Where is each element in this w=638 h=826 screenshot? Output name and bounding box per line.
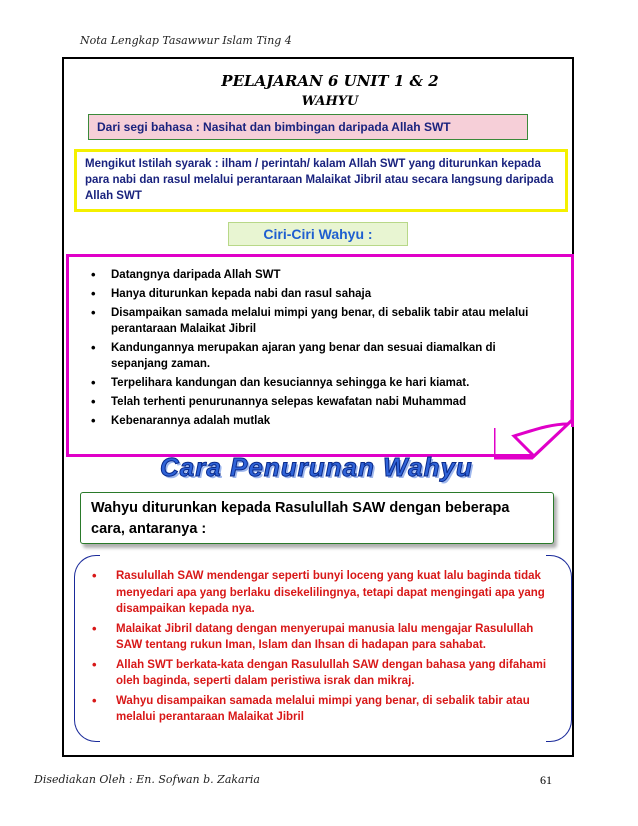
ciri-item: • Telah terhenti penurunannya selepas kewafatan nabi Muhammad xyxy=(91,394,551,410)
footer-author: Disediakan Oleh : En. Sofwan b. Zakaria xyxy=(34,773,260,786)
cara-item: • Wahyu disampaikan samada melalui mimpi yang benar, di sebalik tabir atau melalui perantaraan Malaikat Jibril xyxy=(86,693,556,726)
header-note: Nota Lengkap Tasawwur Islam Ting 4 xyxy=(80,34,292,47)
ciri-box-left-edge xyxy=(66,426,69,454)
cara-item: • Allah SWT berkata-kata dengan Rasulullah SAW dengan bahasa yang difahami oleh baginda, seperti dalam peristiwa israk dan mikraj. xyxy=(86,657,556,690)
cara-item: • Malaikat Jibril datang dengan menyerupai manusia lalu mengajar Rasulullah SAW tentang rukun Iman, Islam dan Ihsan di hadapan para sahabat. xyxy=(86,621,556,654)
ciri-item: • Datangnya daripada Allah SWT xyxy=(91,267,551,283)
ciri-title: Ciri-Ciri Wahyu : xyxy=(228,222,408,246)
cara-item: • Rasulullah SAW mendengar seperti bunyi loceng yang kuat lalu baginda tidak menyedari apa yang berlaku disekelilingnya, tetapi dapat mengingati apa yang disampaikan kepada nya. xyxy=(86,568,556,618)
definition-istilah: Mengikut Istilah syarak : ilham / perintah/ kalam Allah SWT yang diturunkan kepada para nabi dan rasul melalui perantaraan Malaikat Jibril atau secara langsung daripada Allah SWT xyxy=(74,149,568,212)
lesson-title: PELAJARAN 6 UNIT 1 & 2 xyxy=(221,72,439,90)
page-number: 61 xyxy=(540,773,552,787)
lesson-subtitle: WAHYU xyxy=(301,94,359,109)
cara-list xyxy=(86,568,556,729)
ciri-item: • Disampaikan samada melalui mimpi yang benar, di sebalik tabir atau melalui perantaraan Malaikat Jibril xyxy=(91,305,551,337)
ciri-item: • Kandungannya merupakan ajaran yang benar dan sesuai diamalkan di sepanjang zaman. xyxy=(91,340,551,372)
page-curl-corner xyxy=(494,400,576,462)
cara-heading: Cara Penurunan Wahyu xyxy=(160,452,473,482)
ciri-item: • Terpelihara kandungan dan kesuciannya sehingga ke hari kiamat. xyxy=(91,375,551,391)
ciri-item: • Hanya diturunkan kepada nabi dan rasul sahaja xyxy=(91,286,551,302)
ciri-item: • Kebenarannya adalah mutlak xyxy=(91,413,551,427)
definition-bahasa: Dari segi bahasa : Nasihat dan bimbingan daripada Allah SWT xyxy=(88,114,528,140)
cara-intro-box: Wahyu diturunkan kepada Rasulullah SAW dengan beberapa cara, antaranya : xyxy=(80,492,554,544)
